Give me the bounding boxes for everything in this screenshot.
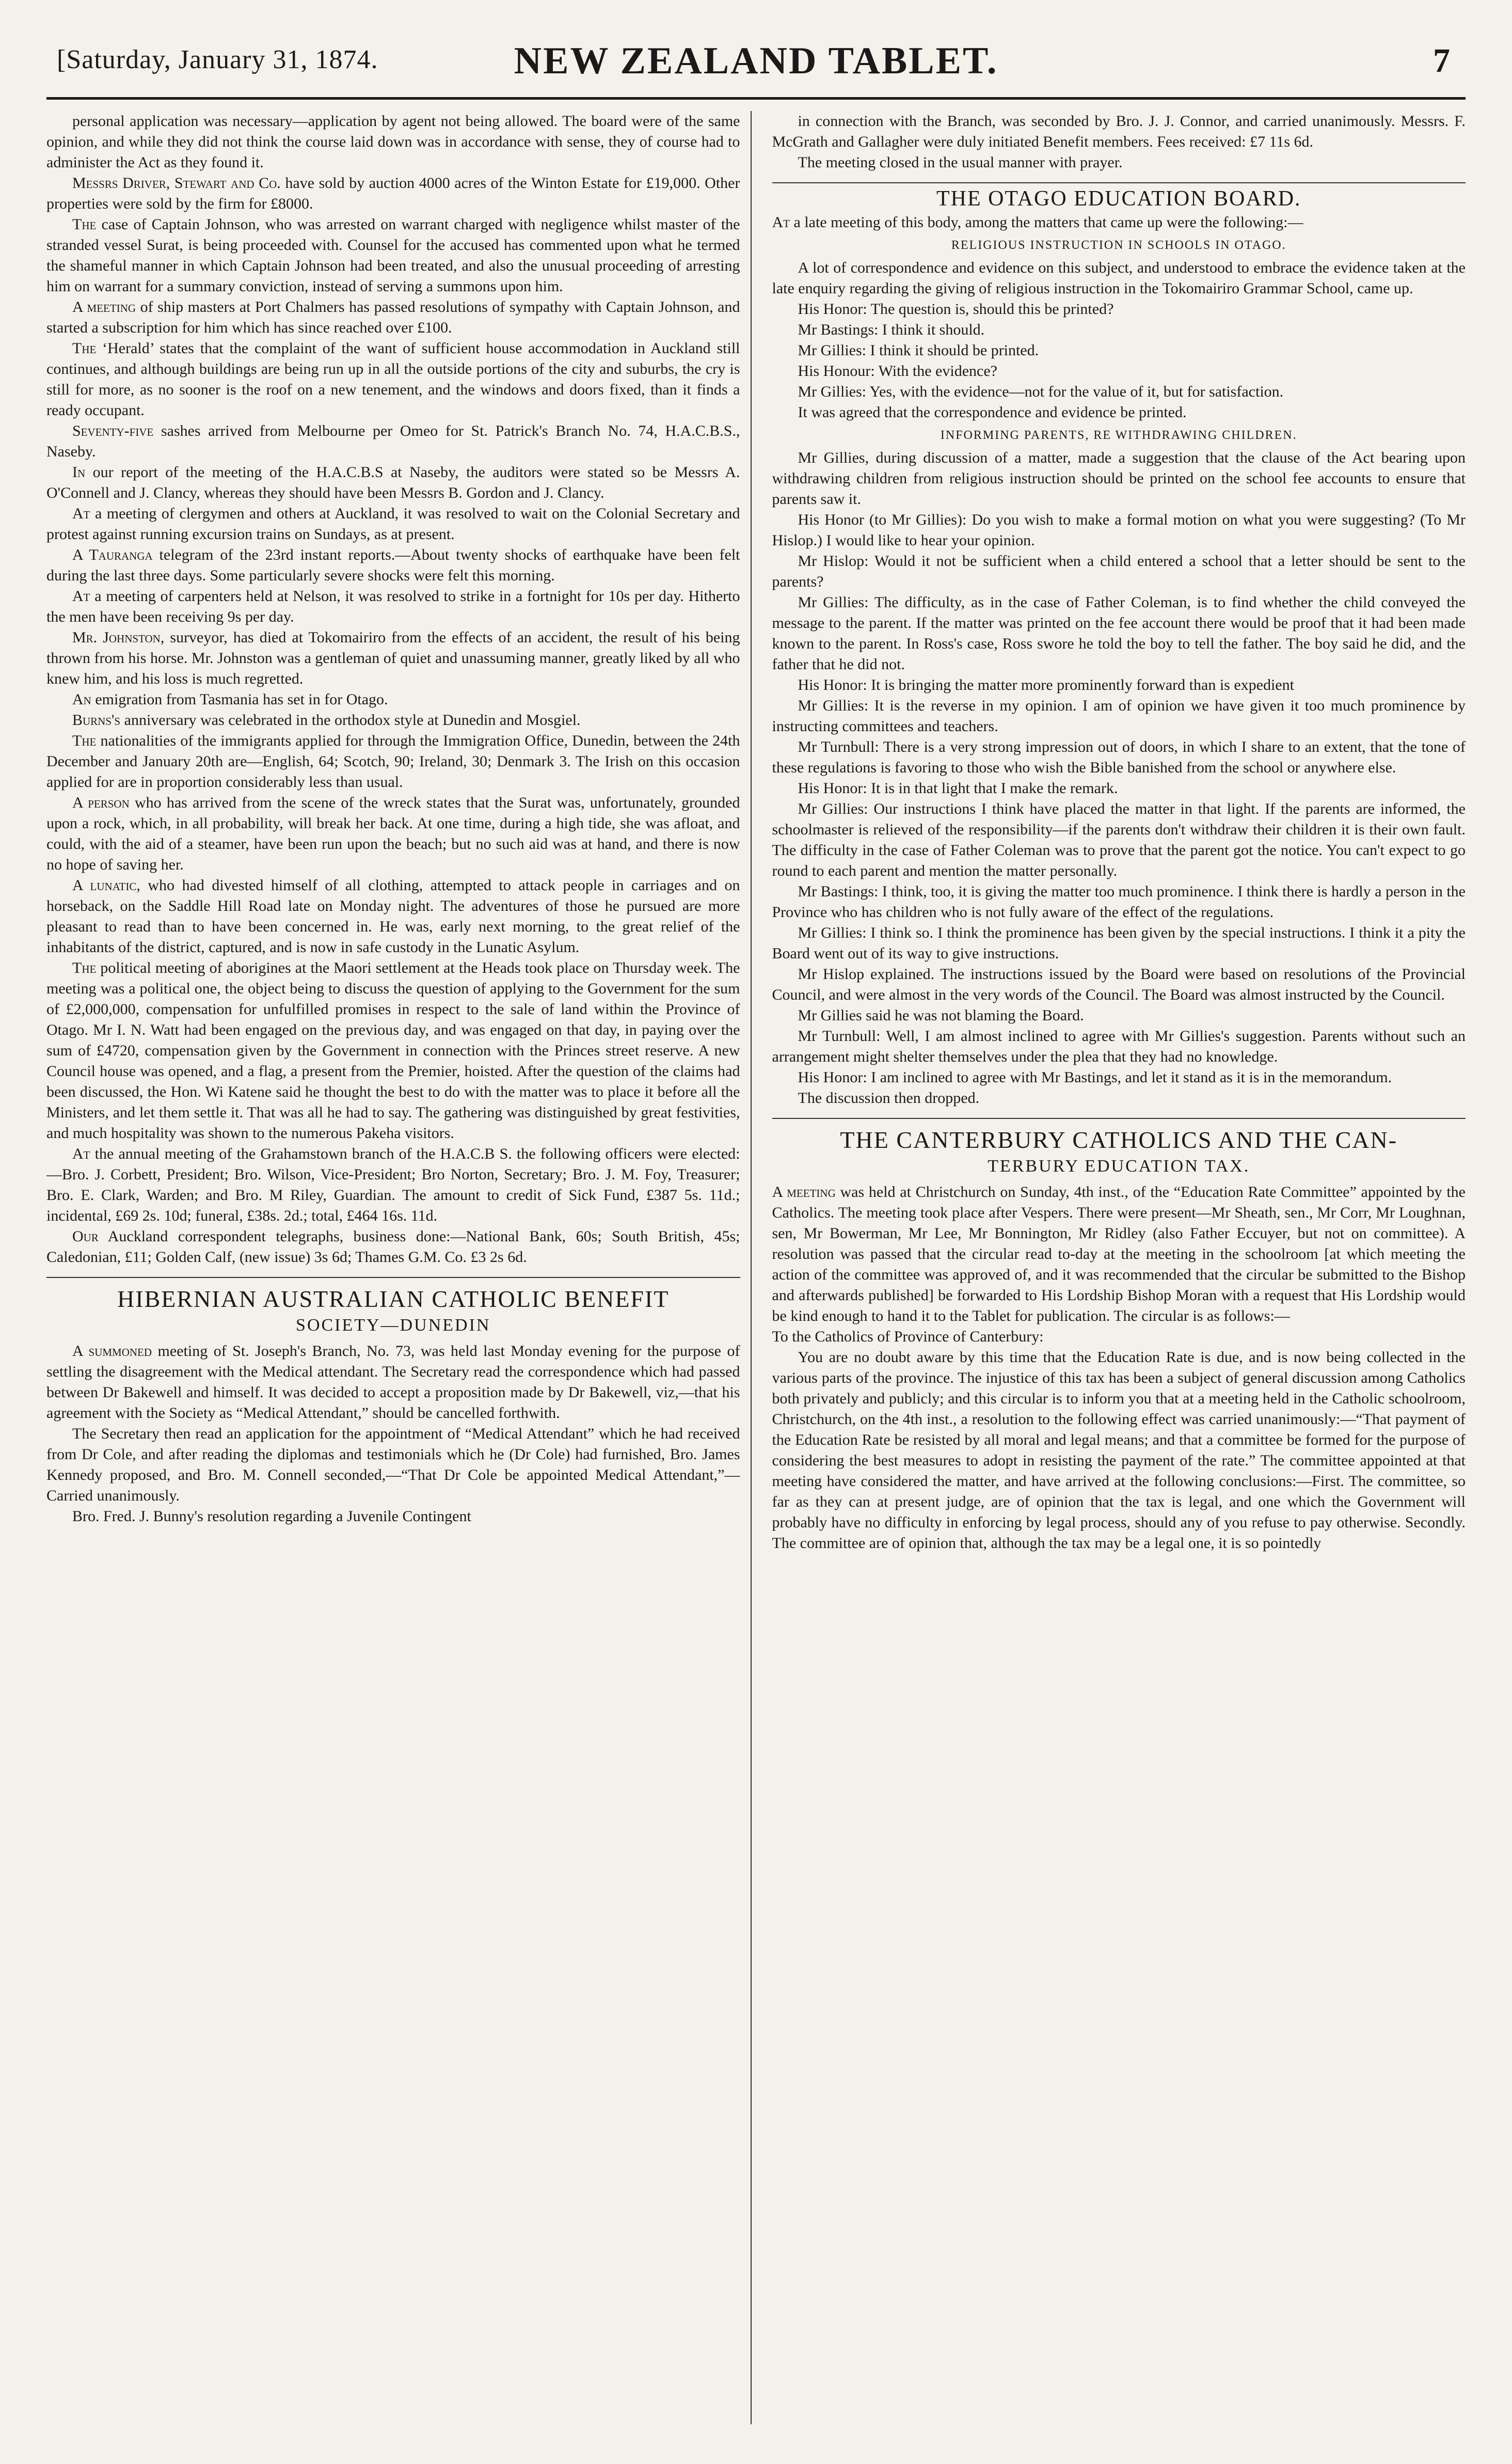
- paragraph-text: anniversary was celebrated in the orthodox style at Dunedin and Mosgiel.: [120, 712, 581, 729]
- article-paragraph: [46, 503, 740, 545]
- paragraph-text: telegram of the 23rd instant reports.—About twenty shocks of earthquake have been felt during the last three days. Some particularly severe shocks were felt this morning.: [46, 546, 740, 584]
- article-paragraph: Mr Gillies: It is the reverse in my opinion. I am of opinion we have given it too much prominence by instructing committees and teachers.: [772, 697, 1466, 735]
- paragraph-lead: At: [72, 588, 90, 605]
- article-paragraph: [46, 297, 740, 338]
- paragraph-lead: A meeting: [772, 1183, 836, 1201]
- article-paragraph: [46, 958, 740, 1144]
- circular-text: [772, 1347, 1466, 1554]
- article-paragraph: His Honor: It is bringing the matter more prominently forward than is expedient: [798, 676, 1294, 693]
- paragraph-text: personal application was necessary—application by agent not being allowed. The board were of the same opinion, and while they did not think the course laid down was in accordance with sense, they of course had to administer the Act as they found it.: [46, 113, 740, 171]
- newspaper-title: NEW ZEALAND TABLET.: [514, 40, 998, 82]
- paragraph-text: of ship masters at Port Chalmers has passed resolutions of sympathy with Captain Johnson, and started a subscription for him which has since reached over £100.: [46, 298, 740, 336]
- hibernian-article: [46, 1341, 740, 1527]
- article-paragraph: [46, 793, 740, 875]
- article-paragraph: [46, 462, 740, 503]
- paragraph-lead: A lunatic,: [72, 877, 140, 894]
- paragraph-text: our report of the meeting of the H.A.C.B.S at Naseby, the auditors were stated so be Messrs A. O'Connell and J. Clancy, whereas they should have been Messrs B. Gordon and J. Clancy.: [46, 464, 740, 501]
- paragraph-lead: The: [72, 340, 97, 357]
- paragraph-lead: The: [72, 959, 97, 976]
- columns: [46, 111, 1466, 2424]
- article-paragraph: Mr Bastings: I think, too, it is giving the matter too much prominence. I think there is hardly a person in the Province who has children who is not fully aware of the effect of the regulations.: [772, 883, 1466, 921]
- article-paragraph: [46, 421, 740, 462]
- article-paragraph: Mr Hislop: Would it not be sufficient when a child entered a school that a letter should be sent to the parents?: [772, 552, 1466, 590]
- paragraph-lead: Burns's: [72, 712, 121, 729]
- article-paragraph: [46, 627, 740, 689]
- news-items: [46, 111, 740, 1268]
- paragraph-lead: The: [72, 732, 97, 749]
- otago-discussion-2: [772, 448, 1466, 1109]
- otago-subheading-parents: INFORMING PARENTS, RE WITHDRAWING CHILDREN.: [940, 429, 1297, 442]
- canterbury-subheading: TERBURY EDUCATION TAX.: [988, 1157, 1250, 1176]
- paragraph-text: the annual meeting of the Grahamstown branch of the H.A.C.B S. the following officers were elected:—Bro. J. Corbett, President; Bro. Wilson, Vice-President; Bro Norton, Secretary; Bro. J. M. Foy, Treasurer; Bro. E. Clark, Warden; and Bro. M Riley, Guardian. The amount to credit of Sick Fund, £387 5s. 11d.; incidental, £69 2s. 10d; funeral, £38s. 2d.; total, £464 16s. 11d.: [46, 1145, 740, 1224]
- article-paragraph: You are no doubt aware by this time that the Education Rate is due, and is now being collected in the various parts of the province. The injustice of this tax has been a subject of general discussion among Catholics both privately and publicly; and this circular is to inform you that at a meeting held in the Catholic schoolroom, Christchurch, on the 4th inst., a resolution to the following effect was carried unanimously:—“That payment of the Education Rate be resisted by all moral and legal means; and that a committee be formed for the purpose of considering the best measures to adopt in resisting the payment of the rate.” The committee appointed at that meeting have considered the matter, and have arrived at the following conclusions:—First. The committee, so far as they can at present judge, are of opinion that the tax is legal, and one which the Government will probably have no difficulty in enforcing by legal process, should any of you refuse to pay otherwise. Secondly. The committee are of opinion that, although the tax may be a legal one, it is so pointedly: [772, 1349, 1466, 1552]
- paragraph-text: The Secretary then read an application for the appointment of “Medical Attendant” which he had received from Dr Cole, and after reading the diplomas and testimonials which he (Dr Cole) had furnished, Bro. James Kennedy proposed, and Bro. M. Connell seconded,—“That Dr Cole be appointed Medical Attendant,”—Carried unanimously.: [46, 1425, 740, 1504]
- paragraph-lead: Our: [72, 1228, 99, 1245]
- article-paragraph: Mr Gillies: I think so. I think the prominence has been given by the special instructions. I think it a pity the Board went out of its way to give instructions.: [772, 924, 1466, 962]
- otago-subheading-religious: RELIGIOUS INSTRUCTION IN SCHOOLS IN OTAGO.: [951, 239, 1286, 252]
- paragraph-lead: An: [72, 691, 91, 708]
- paragraph-lead: A person: [72, 794, 130, 811]
- paragraph-lead: A Tauranga: [72, 546, 153, 563]
- article-paragraph: Mr Gillies: Our instructions I think have placed the matter in that light. If the parents are informed, the schoolmaster is relieved of the responsibility—if the parents don't withdraw their children it is their own fault. The difficulty in the case of Father Coleman was to prove that the parent got the notice. You can't expect to go round to each parent and mention the matter personally.: [772, 800, 1466, 879]
- paragraph-text: in connection with the Branch, was seconded by Bro. J. J. Connor, and carried unanimously. Messrs. F. McGrath and Gallagher were duly initiated Benefit members. Fees received: £7 11s 6d.: [772, 113, 1466, 150]
- article-paragraph: Mr Gillies: The difficulty, as in the case of Father Coleman, is to find whether the child conveyed the message to the parent. If the matter was printed on the fee account there would be proof that it had been made known to the parent. In Ross's case, Ross swore he told the boy to tell the father. The boy said he did, and the father that he did not.: [772, 594, 1466, 673]
- article-paragraph: [46, 545, 740, 586]
- article-paragraph: A lot of correspondence and evidence on this subject, and understood to embrace the evidence taken at the late enquiry regarding the giving of religious instruction in the Tokomairiro Grammar School, came up.: [772, 259, 1466, 297]
- article-paragraph: [772, 152, 1466, 173]
- article-paragraph: Mr Bastings: I think it should.: [798, 321, 985, 338]
- paragraph-text: nationalities of the immigrants applied for through the Immigration Office, Dunedin, between the 24th December and January 20th are—English, 64; Scotch, 90; Ireland, 30; Denmark 3. The Irish on this occasion applied for are in proportion considerably less than usual.: [46, 732, 740, 791]
- article-paragraph: [46, 111, 740, 173]
- article-paragraph: His Honor: It is in that light that I make the remark.: [798, 780, 1118, 797]
- article-paragraph: Mr Hislop explained. The instructions issued by the Board were based on resolutions of the Provincial Council, and were almost in the very words of the Council. The Board was almost instructed by the Council.: [772, 966, 1466, 1003]
- paragraph-lead: The: [72, 216, 97, 233]
- article-paragraph: The discussion then dropped.: [798, 1089, 980, 1107]
- paragraph-text: Bro. Fred. J. Bunny's resolution regarding a Juvenile Contingent: [72, 1508, 471, 1525]
- paragraph-lead: A summoned: [72, 1342, 152, 1360]
- article-paragraph: [46, 1506, 740, 1527]
- article-paragraph: It was agreed that the correspondence and evidence be printed.: [798, 404, 1187, 421]
- article-paragraph: His Honor: The question is, should this be printed?: [798, 301, 1114, 318]
- article-paragraph: [46, 689, 740, 710]
- paragraph-text: case of Captain Johnson, who was arrested on warrant charged with negligence whilst master of the stranded vessel Surat, is being proceeded with. Counsel for the accused has commented upon what he termed the shameful manner in which Captain Johnson had been treated, and also the unusual proceeding of arresting him on warrant for a summary conviction, instead of serving a summons upon him.: [46, 216, 740, 295]
- paragraph-lead: At: [72, 1145, 90, 1162]
- paragraph-lead: In: [72, 464, 86, 481]
- otago-lead-paragraph: [772, 212, 1466, 233]
- paragraph-text: meeting of St. Joseph's Branch, No. 73, was held last Monday evening for the purpose of settling the disagreement with the Medical attendant. The Secretary read the correspondence which had passed between Dr Bakewell and himself. It was decided to accept a proposition made by Dr Bakewell, viz,—that his agreement with the Society as “Medical Attendant,” should be cancelled forthwith.: [46, 1342, 740, 1421]
- paragraph-lead: Messrs Driver, Stewart and Co.: [72, 175, 281, 192]
- paragraph-lead: Seventy-five: [72, 422, 154, 439]
- article-paragraph: Mr Gillies: Yes, with the evidence—not for the value of it, but for satisfaction.: [798, 383, 1284, 400]
- otago-heading: THE OTAGO EDUCATION BOARD.: [936, 187, 1301, 211]
- article-paragraph: [46, 338, 740, 421]
- paragraph-text: emigration from Tasmania has set in for Otago.: [91, 691, 388, 708]
- article-paragraph: Mr Gillies: I think it should be printed.: [798, 342, 1039, 359]
- hibernian-heading: HIBERNIAN AUSTRALIAN CATHOLIC BENEFIT: [117, 1286, 670, 1312]
- otago-discussion-1: [772, 258, 1466, 423]
- article-paragraph: [46, 1424, 740, 1506]
- masthead-rule: [46, 97, 1466, 100]
- article-paragraph: Mr Turnbull: There is a very strong impression out of doors, in which I share to an extent, that the tone of these regulations is favoring to those who wish the Bible banished from the school or anywhere else.: [772, 738, 1466, 776]
- article-paragraph: His Honour: With the evidence?: [798, 362, 997, 380]
- article-paragraph: [46, 586, 740, 627]
- page-number: 7: [1433, 42, 1450, 80]
- article-paragraph: [46, 1226, 740, 1268]
- article-paragraph: [46, 875, 740, 958]
- paragraph-text: have sold by auction 4000 acres of the Winton Estate for £19,000. Other properties were sold by the firm for £8000.: [46, 175, 740, 212]
- paragraph-lead: At: [72, 505, 90, 522]
- paragraph-lead: A meeting: [72, 298, 136, 315]
- hibernian-subheading: SOCIETY—DUNEDIN: [296, 1316, 491, 1335]
- article-paragraph: Mr Gillies said he was not blaming the Board.: [798, 1007, 1084, 1024]
- article-paragraph: [46, 1144, 740, 1226]
- article-paragraph: [46, 214, 740, 297]
- article-paragraph: His Honor (to Mr Gillies): Do you wish to make a formal motion on what you were suggesting? (To Mr Hislop.) I would like to hear your opinion.: [772, 511, 1466, 549]
- paragraph-text: Auckland correspondent telegraphs, business done:—National Bank, 60s; South British, 45s; Caledonian, £11; Golden Calf, (new issue) 3s 6d; Thames G.M. Co. £3 2s 6d.: [46, 1228, 740, 1266]
- right-column: [772, 111, 1466, 2424]
- paragraph-text: sashes arrived from Melbourne per Omeo for St. Patrick's Branch No. 74, H.A.C.B.S., Naseby.: [46, 422, 740, 460]
- article-paragraph: [46, 731, 740, 793]
- paragraph-lead: At: [772, 214, 790, 231]
- left-column: [46, 111, 752, 2424]
- paragraph-text: The meeting closed in the usual manner with prayer.: [798, 154, 1123, 171]
- paragraph-text: ‘Herald’ states that the complaint of the want of sufficient house accommodation in Auckland still continues, and although buildings are being run up in all the outside portions of the city and suburbs, the cry is still for more, as no sooner is the roof on a new tenement, and the windows and doors fixed, than it finds a ready occupant.: [46, 340, 740, 419]
- article-paragraph: [46, 710, 740, 731]
- article-paragraph: Mr Turnbull: Well, I am almost inclined to agree with Mr Gillies's suggestion. Parents without such an arrangement might shelter themselves under the plea that they had no knowledge.: [772, 1028, 1466, 1065]
- continued-article: [772, 111, 1466, 173]
- paragraph-text: surveyor, has died at Tokomairiro from the effects of an accident, the result of his being thrown from his horse. Mr. Johnston was a gentleman of quiet and unassuming manner, greatly liked by all who knew him, and his loss is much regretted.: [46, 629, 740, 687]
- canterbury-heading: THE CANTERBURY CATHOLICS AND THE CAN-: [840, 1127, 1398, 1153]
- paragraph-text: a late meeting of this body, among the matters that came up were the following:—: [790, 214, 1303, 231]
- paragraph-text: political meeting of aborigines at the Maori settlement at the Heads took place on Thursday week. The meeting was a political one, the object being to discuss the question of applying to the Government for the sum of £2,000,000, compensation for unfulfilled promises in respect to the sale of land within the Province of Otago. Mr I. N. Watt had been engaged on the previous day, and was engaged on that day, in paying over the sum of £4720, compensation given by the Government in connection with the Princes street reserve. A new Council house was opened, and a flag, a present from the Premier, hoisted. After the question of the claims had been discussed, the Hon. Wi Katene said he thought the best to do with the matter was to place it before all the Ministers, and let them settle it. That was all he had to say. The gathering was distinguished by great festivities, and much hospitality was shown to the numerous Pakeha visitors.: [46, 959, 740, 1142]
- article-paragraph: [46, 173, 740, 214]
- paragraph-lead: Mr. Johnston,: [72, 629, 165, 646]
- section-divider: [772, 1118, 1466, 1119]
- paragraph-text: a meeting of carpenters held at Nelson, it was resolved to strike in a fortnight for 10s per day. Hitherto the men have been receiving 9s per day.: [46, 588, 740, 625]
- paragraph-text: a meeting of clergymen and others at Auckland, it was resolved to wait on the Colonial Secretary and protest against running excursion trains on Sundays, as at present.: [46, 505, 740, 543]
- masthead: [46, 31, 1466, 93]
- canterbury-lead-paragraph: [772, 1182, 1466, 1326]
- section-divider: [46, 1277, 740, 1278]
- paragraph-text: who had divested himself of all clothing, attempted to attack people in carriages and on horseback, on the Saddle Hill Road late on Monday night. The adventures of those he pursued are more pleasant to read than to have been concerned in. He was, early next morning, to the great relief of the inhabitants of the district, captured, and is now in safe custody in the Lunatic Asylum.: [46, 877, 740, 956]
- article-paragraph: His Honor: I am inclined to agree with Mr Bastings, and let it stand as it is in the memorandum.: [798, 1069, 1392, 1086]
- paragraph-text: was held at Christchurch on Sunday, 4th inst., of the “Education Rate Committee” appointed by the Catholics. The meeting took place after Vespers. There were present—Mr Sheath, sen., Mr Corr, Mr Loughnan, sen, Mr Bowerman, Mr Lee, Mr Bonnington, Mr Ridley (also Father Eccuyer, but not on committee). A resolution was passed that the circular read to-day at the meeting in the schoolroom [at which meeting the action of the committee was approved of, and it was recommended that the circular be submitted to the Bishop and afterwards published] be forwarded to His Lordship Bishop Moran with a request that His Lordship would be kind enough to hand it to the Tablet for publication. The circular is as follows:—: [772, 1183, 1466, 1324]
- paragraph-text: who has arrived from the scene of the wreck states that the Surat was, unfortunately, grounded upon a rock, which, in all probability, will break her back. At one time, during a high tide, she was afloat, and could, with the aid of a steamer, have been run upon the beach; but no such aid was at hand, and there is now no hope of saving her.: [46, 794, 740, 873]
- circular-address: To the Catholics of Province of Canterbury:: [772, 1328, 1044, 1345]
- section-divider: [772, 182, 1466, 183]
- article-paragraph: [46, 1341, 740, 1424]
- article-paragraph: [772, 111, 1466, 152]
- article-paragraph: Mr Gillies, during discussion of a matter, made a suggestion that the clause of the Act bearing upon withdrawing children from religious instruction should be printed on the school fee accounts to ensure that parents saw it.: [772, 449, 1466, 508]
- issue-date: [Saturday, January 31, 1874.: [57, 45, 378, 74]
